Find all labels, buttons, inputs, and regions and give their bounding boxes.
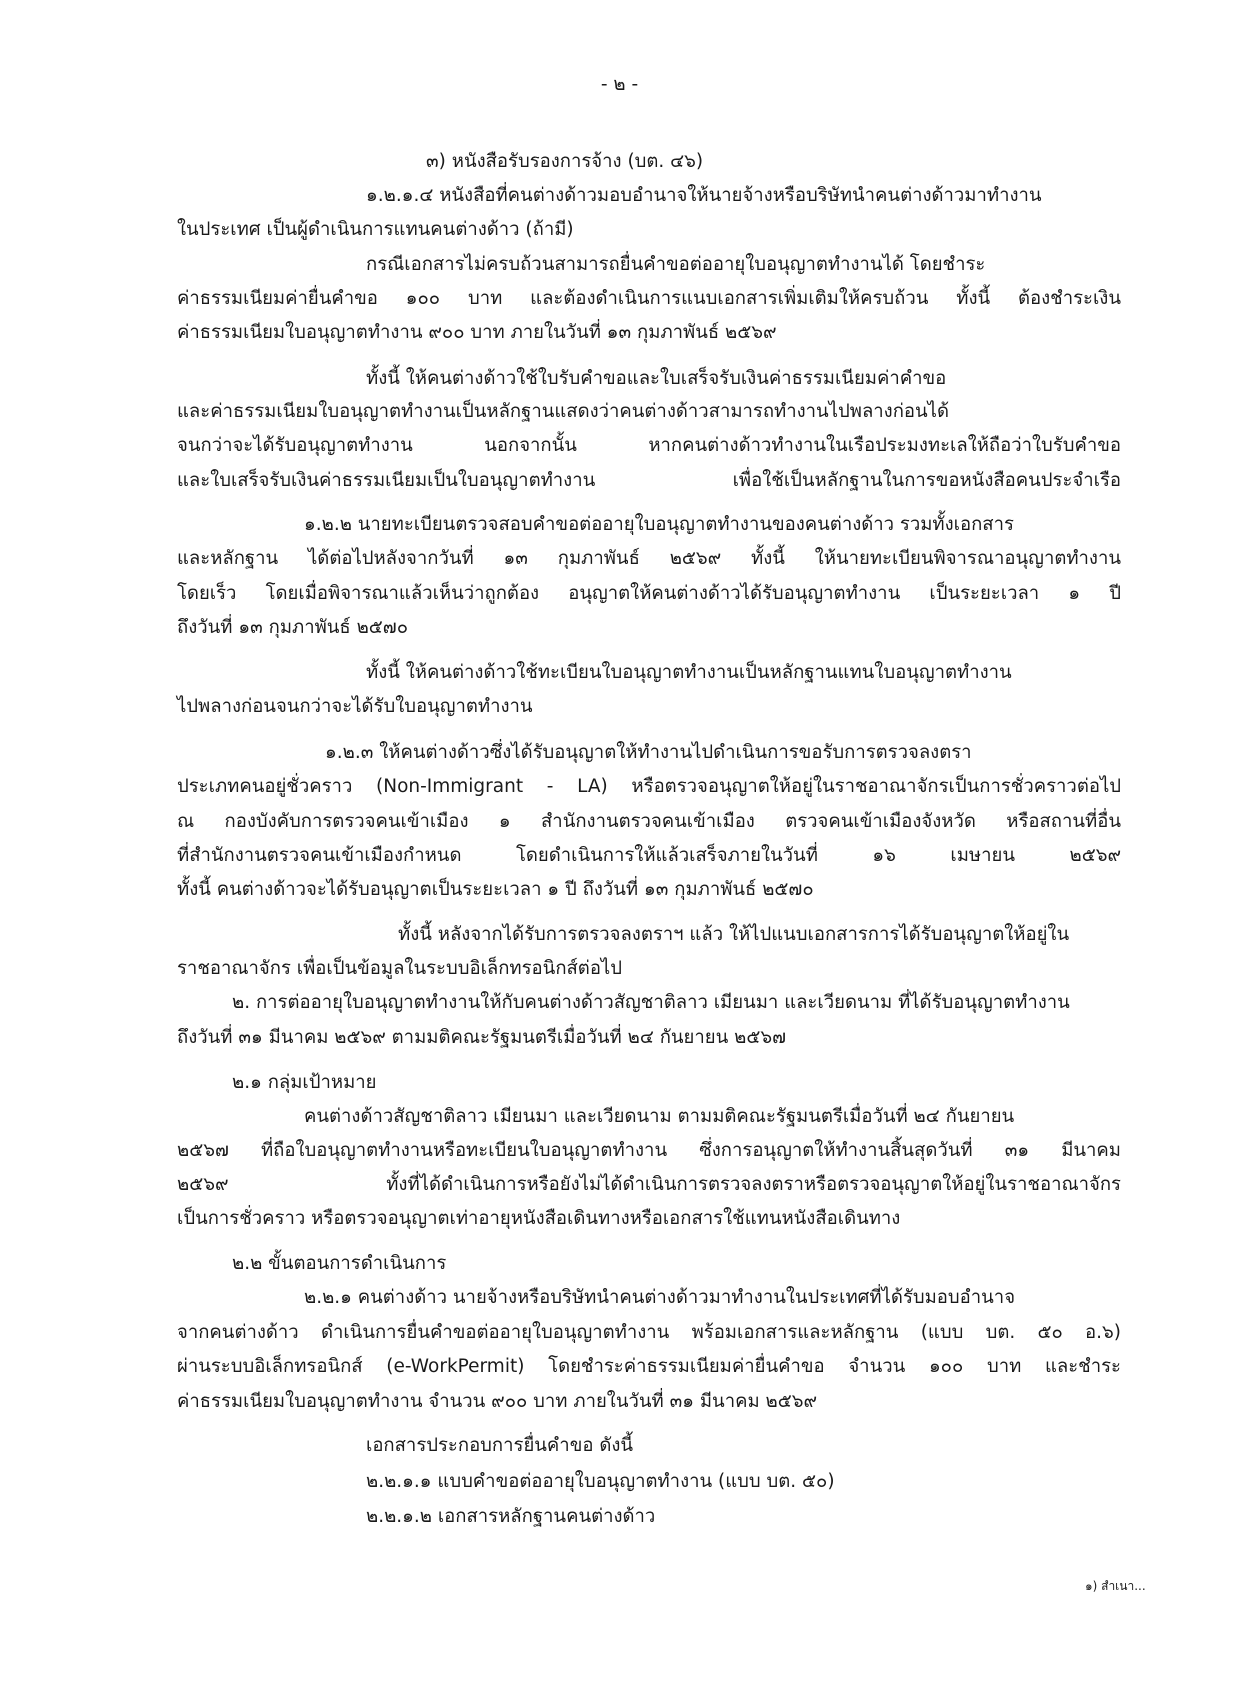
body-line: ผ่านระบบอิเล็กทรอนิกส์ (e-WorkPermit) โดยชำระค่าธรรมเนียมค่ายื่นคำขอ จำนวน ๑๐๐ บาท และชำระ — [177, 1356, 1121, 1377]
body-line: ๒.๑ กลุ่มเป้าหมาย — [232, 1072, 377, 1093]
body-line: ทั้งนี้ คนต่างด้าวจะได้รับอนุญาตเป็นระยะเวลา ๑ ปี ถึงวันที่ ๑๓ กุมภาพันธ์ ๒๕๗๐ — [177, 879, 814, 900]
body-line: กรณีเอกสารไม่ครบถ้วนสามารถยื่นคำขอต่ออายุใบอนุญาตทำงานได้ โดยชำระ — [366, 254, 986, 275]
body-line: และค่าธรรมเนียมใบอนุญาตทำงานเป็นหลักฐานแสดงว่าคนต่างด้าวสามารถทำงานไปพลางก่อนได้ — [177, 401, 949, 422]
body-line: ประเภทคนอยู่ชั่วคราว (Non-Immigrant - LA) หรือตรวจอนุญาตให้อยู่ในราชอาณาจักรเป็นการชั่วคราวต่อไป — [177, 776, 1121, 797]
body-line: ๑.๒.๑.๔ หนังสือที่คนต่างด้าวมอบอำนาจให้นายจ้างหรือบริษัทนำคนต่างด้าวมาทำงาน — [366, 185, 1042, 206]
body-line: ถึงวันที่ ๑๓ กุมภาพันธ์ ๒๕๗๐ — [177, 617, 409, 638]
body-line: ค่าธรรมเนียมค่ายื่นคำขอ ๑๐๐ บาท และต้องดำเนินการแนบเอกสารเพิ่มเติมให้ครบถ้วน ทั้งนี้ ต้องชำระเงิน — [177, 288, 1121, 309]
body-line: ทั้งนี้ ให้คนต่างด้าวใช้ใบรับคำขอและใบเสร็จรับเงินค่าธรรมเนียมค่าคำขอ — [366, 368, 947, 389]
body-line: ๒. การต่ออายุใบอนุญาตทำงานให้กับคนต่างด้าวสัญชาติลาว เมียนมา และเวียดนาม ที่ได้รับอนุญาตทำงาน — [232, 992, 1070, 1013]
body-line: ๒๕๖๗ ที่ถือใบอนุญาตทำงานหรือทะเบียนใบอนุญาตทำงาน ซึ่งการอนุญาตให้ทำงานสิ้นสุดวันที่ ๓๑ มีนาคม — [177, 1140, 1121, 1161]
body-line: ค่าธรรมเนียมใบอนุญาตทำงาน จำนวน ๙๐๐ บาท ภายในวันที่ ๓๑ มีนาคม ๒๕๖๙ — [177, 1391, 818, 1412]
body-line: ๓) หนังสือรับรองการจ้าง (บต. ๔๖) — [426, 151, 704, 172]
body-line: และหลักฐาน ได้ต่อไปหลังจากวันที่ ๑๓ กุมภาพันธ์ ๒๕๖๙ ทั้งนี้ ให้นายทะเบียนพิจารณาอนุญาตทำงาน — [177, 548, 1121, 569]
body-line: จากคนต่างด้าว ดำเนินการยื่นคำขอต่ออายุใบอนุญาตทำงาน พร้อมเอกสารและหลักฐาน (แบบ บต. ๕๐ อ.๖) — [177, 1322, 1121, 1343]
body-line: ทั้งนี้ ให้คนต่างด้าวใช้ทะเบียนใบอนุญาตทำงานเป็นหลักฐานแทนใบอนุญาตทำงาน — [366, 662, 1012, 683]
body-line: เป็นการชั่วคราว หรือตรวจอนุญาตเท่าอายุหนังสือเดินทางหรือเอกสารใช้แทนหนังสือเดินทาง — [177, 1208, 901, 1229]
body-line: ราชอาณาจักร เพื่อเป็นข้อมูลในระบบอิเล็กทรอนิกส์ต่อไป — [177, 958, 622, 979]
body-line: ในประเทศ เป็นผู้ดำเนินการแทนคนต่างด้าว (ถ้ามี) — [177, 219, 574, 240]
body-line: และใบเสร็จรับเงินค่าธรรมเนียมเป็นใบอนุญาตทำงาน เพื่อใช้เป็นหลักฐานในการขอหนังสือคนประจำเรือ — [177, 470, 1121, 491]
body-line: ๒๕๖๙ ทั้งที่ได้ดำเนินการหรือยังไม่ได้ดำเนินการตรวจลงตราหรือตรวจอนุญาตให้อยู่ในราชอาณาจักร — [177, 1174, 1121, 1195]
body-line: ๑.๒.๓ ให้คนต่างด้าวซึ่งได้รับอนุญาตให้ทำงานไปดำเนินการขอรับการตรวจลงตรา — [325, 742, 972, 763]
body-line: ณ กองบังคับการตรวจคนเข้าเมือง ๑ สำนักงานตรวจคนเข้าเมือง ตรวจคนเข้าเมืองจังหวัด หรือสถานที่อื่น — [177, 811, 1121, 832]
body-line: ๒.๒.๑.๒ เอกสารหลักฐานคนต่างด้าว — [366, 1506, 656, 1527]
body-line: ไปพลางก่อนจนกว่าจะได้รับใบอนุญาตทำงาน — [177, 696, 533, 717]
body-line: ถึงวันที่ ๓๑ มีนาคม ๒๕๖๙ ตามมติคณะรัฐมนตรีเมื่อวันที่ ๒๔ กันยายน ๒๕๖๗ — [177, 1027, 786, 1048]
body-line: ทั้งนี้ หลังจากได้รับการตรวจลงตราฯ แล้ว ให้ไปแนบเอกสารการได้รับอนุญาตให้อยู่ใน — [398, 924, 1070, 945]
body-line: ที่สำนักงานตรวจคนเข้าเมืองกำหนด โดยดำเนินการให้แล้วเสร็จภายในวันที่ ๑๖ เมษายน ๒๕๖๙ — [177, 845, 1121, 866]
body-line: จนกว่าจะได้รับอนุญาตทำงาน นอกจากนั้น หากคนต่างด้าวทำงานในเรือประมงทะเลให้ถือว่าใบรับคำขอ — [177, 435, 1121, 456]
body-line: ค่าธรรมเนียมใบอนุญาตทำงาน ๙๐๐ บาท ภายในวันที่ ๑๓ กุมภาพันธ์ ๒๕๖๙ — [177, 322, 777, 343]
body-line: ๒.๒.๑ คนต่างด้าว นายจ้างหรือบริษัทนำคนต่างด้าวมาทำงานในประเทศที่ได้รับมอบอำนาจ — [304, 1287, 1016, 1308]
body-line: ๒.๒.๑.๑ แบบคำขอต่ออายุใบอนุญาตทำงาน (แบบ บต. ๕๐) — [366, 1471, 835, 1492]
body-line: ๒.๒ ขั้นตอนการดำเนินการ — [232, 1253, 447, 1274]
continuation-note: ๑) สำเนา... — [1085, 1579, 1146, 1593]
body-line: โดยเร็ว โดยเมื่อพิจารณาแล้วเห็นว่าถูกต้อง อนุญาตให้คนต่างด้าวได้รับอนุญาตทำงาน เป็นระยะเวลา ๑ ปี — [177, 583, 1121, 604]
body-line: เอกสารประกอบการยื่นคำขอ ดังนี้ — [366, 1435, 634, 1456]
page-number: - ๒ - — [600, 74, 639, 95]
body-line: คนต่างด้าวสัญชาติลาว เมียนมา และเวียดนาม ตามมติคณะรัฐมนตรีเมื่อวันที่ ๒๔ กันยายน — [304, 1106, 1015, 1127]
body-line: ๑.๒.๒ นายทะเบียนตรวจสอบคำขอต่ออายุใบอนุญาตทำงานของคนต่างด้าว รวมทั้งเอกสาร — [304, 514, 1014, 535]
